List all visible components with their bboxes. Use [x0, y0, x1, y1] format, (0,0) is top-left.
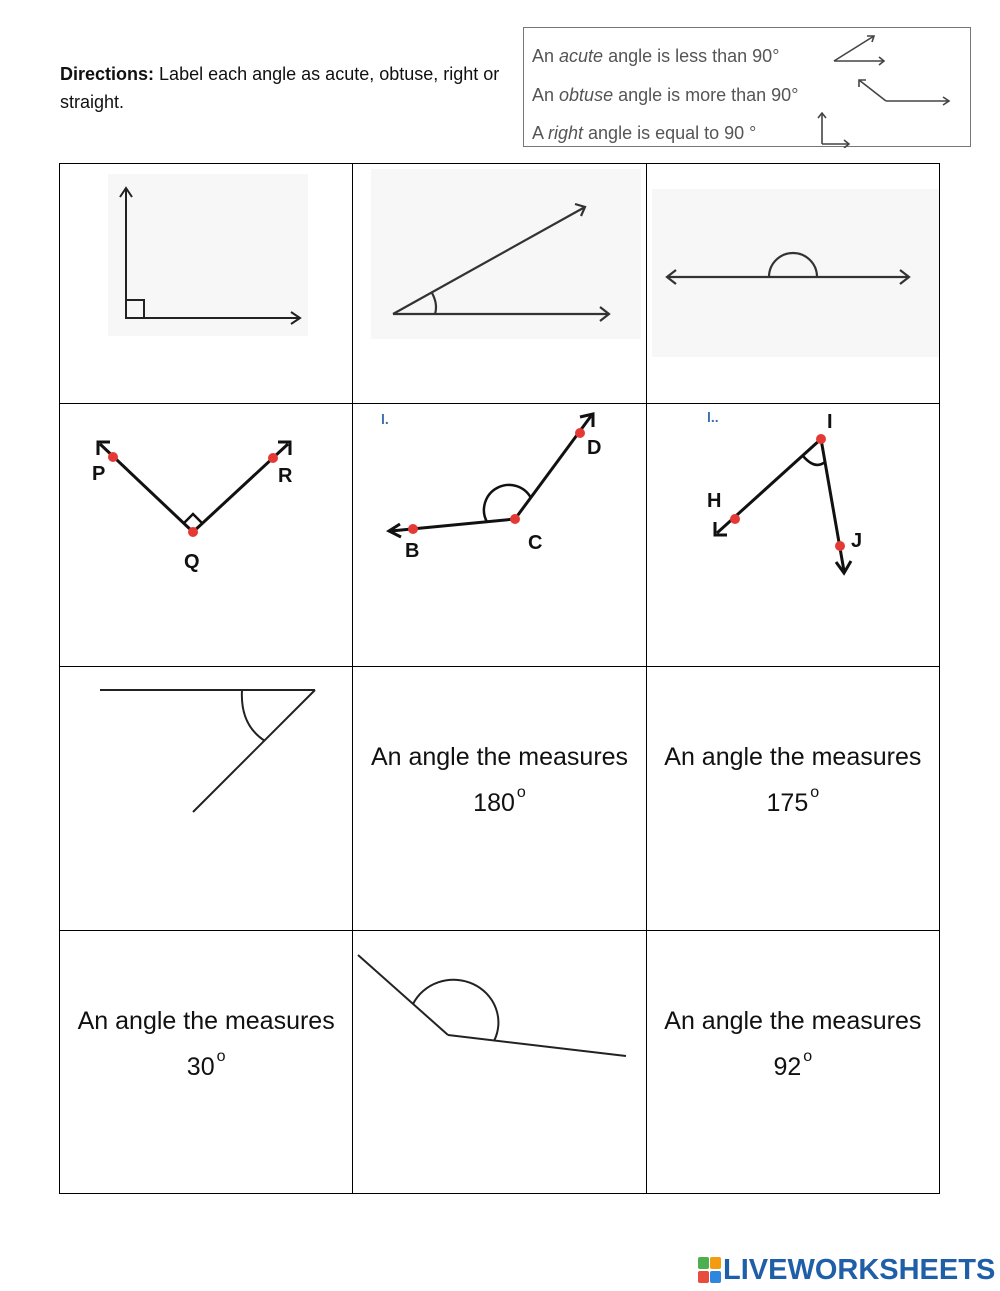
measure-175-text: An angle the measures 175 $^o$ — [664, 743, 922, 817]
cell-measure-92[interactable] — [646, 931, 939, 1194]
cell-angle-pqr[interactable] — [60, 404, 353, 667]
point-q-label: Q — [184, 551, 200, 573]
measure-30-value: 30 — [186, 1053, 215, 1081]
liveworksheets-logo-icon — [697, 1255, 723, 1285]
measure-180-value: 180 — [473, 789, 515, 817]
cell-straight-angle[interactable] — [646, 164, 939, 404]
straight-angle-drawing — [647, 164, 940, 404]
obtuse-example-icon — [859, 80, 949, 105]
acute-example-icon — [834, 36, 884, 65]
degree-symbol: o — [516, 784, 526, 801]
right-angle-drawing — [60, 164, 353, 404]
cell-angle-hij[interactable] — [646, 404, 939, 667]
measure-175-value: 175 — [766, 789, 809, 817]
point-j-label: J — [850, 530, 862, 552]
cell-right-angle[interactable] — [60, 164, 353, 404]
acute-lines-drawing — [60, 667, 353, 931]
corner-mark: l.. — [706, 409, 719, 425]
liveworksheets-logo — [697, 1253, 995, 1287]
measure-180-text: An angle the measures 180 $^o$ — [370, 743, 629, 817]
cell-measure-180[interactable] — [353, 667, 646, 931]
degree-symbol: o — [216, 1048, 226, 1065]
measure-30-text: An angle the measures 30 $^o$ — [77, 1007, 335, 1081]
angles-grid — [59, 163, 940, 1194]
measure-92-value: 92 — [773, 1053, 802, 1081]
definition-right: A right angle is equal to 90 ° — [532, 123, 757, 143]
point-i-label: I — [826, 411, 833, 433]
corner-mark: l. — [381, 411, 390, 427]
cell-angle-bcd[interactable] — [353, 404, 646, 667]
point-r-label: R — [278, 465, 293, 487]
directions-label: Directions: — [60, 64, 155, 84]
cell-acute-lines[interactable] — [60, 667, 353, 931]
point-b-label: B — [405, 540, 420, 562]
definition-obtuse: An obtuse angle is more than 90° — [532, 85, 799, 105]
right-example-icon — [818, 113, 849, 148]
directions-text: Label each angle as acute, obtuse, right or straight. — [60, 64, 500, 112]
angle-pqr-drawing — [60, 404, 353, 667]
definition-acute: An acute angle is less than 90° — [532, 46, 780, 66]
measure-92-text: An angle the measures 92 $^o$ — [664, 1007, 922, 1081]
definition-examples — [524, 28, 972, 148]
acute-angle-drawing — [353, 164, 646, 404]
cell-acute-angle[interactable] — [353, 164, 646, 404]
point-c-label: C — [528, 532, 543, 554]
degree-symbol: o — [810, 784, 820, 801]
cell-measure-30[interactable] — [60, 931, 353, 1194]
definitions-box — [523, 27, 971, 147]
point-p-label: P — [92, 463, 106, 485]
directions — [60, 60, 500, 116]
point-d-label: D — [587, 437, 602, 459]
angle-bcd-drawing — [353, 404, 646, 667]
degree-symbol: o — [803, 1048, 813, 1065]
obtuse-lines-drawing — [353, 931, 646, 1194]
angle-hij-drawing — [647, 404, 940, 667]
cell-measure-175[interactable] — [646, 667, 939, 931]
cell-obtuse-lines[interactable] — [353, 931, 646, 1194]
brand-name: LIVEWORKSHEETS — [723, 1253, 996, 1286]
point-h-label: H — [706, 490, 722, 512]
